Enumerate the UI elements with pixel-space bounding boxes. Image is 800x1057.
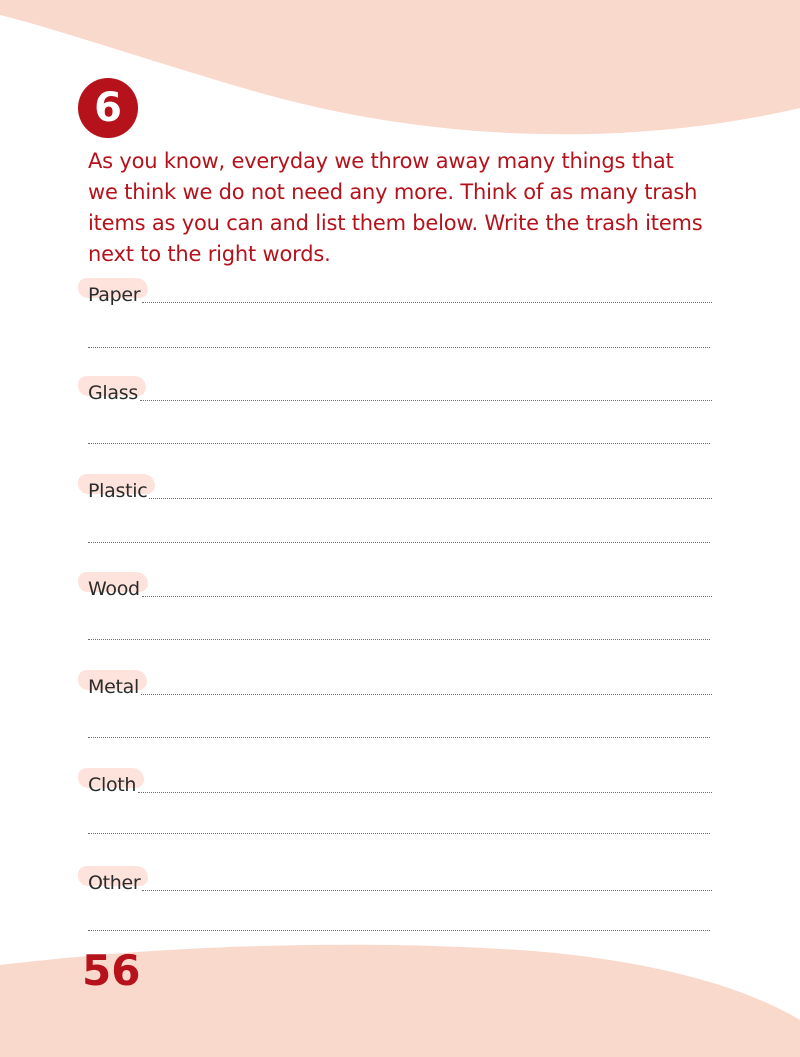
category-label-cloth: Cloth xyxy=(88,774,137,796)
answer-line-paper-2[interactable] xyxy=(88,347,710,348)
category-row-paper xyxy=(88,280,712,306)
category-label-paper: Paper xyxy=(88,284,141,306)
category-row-wood xyxy=(88,574,712,600)
category-row-other xyxy=(88,868,712,894)
instructions-line: we think we do not need any more. Think of as many trash xyxy=(88,180,698,204)
category-row-glass xyxy=(88,378,712,404)
category-label-wood: Wood xyxy=(88,578,140,600)
category-row-metal xyxy=(88,672,712,698)
category-label-wrap xyxy=(88,676,139,698)
activity-number: 6 xyxy=(94,85,122,131)
category-label-wrap xyxy=(88,382,138,404)
category-label-wrap xyxy=(88,284,140,306)
answer-line-other-2[interactable] xyxy=(88,930,710,931)
answer-line-plastic-2[interactable] xyxy=(88,542,710,543)
answer-line-cloth-2[interactable] xyxy=(88,833,710,834)
instructions-line: next to the right words. xyxy=(88,242,331,266)
category-row-plastic xyxy=(88,476,712,502)
category-label-other: Other xyxy=(88,872,141,894)
answer-line-wood-1[interactable] xyxy=(142,596,712,597)
answer-line-metal-1[interactable] xyxy=(141,694,712,695)
answer-line-glass-2[interactable] xyxy=(88,443,710,444)
answer-line-plastic-1[interactable] xyxy=(149,498,712,499)
category-label-plastic: Plastic xyxy=(88,480,148,502)
page-number: 56 xyxy=(82,946,141,995)
category-label-metal: Metal xyxy=(88,676,139,698)
category-label-wrap xyxy=(88,480,147,502)
answer-line-cloth-1[interactable] xyxy=(138,792,712,793)
answer-line-wood-2[interactable] xyxy=(88,639,710,640)
category-label-wrap xyxy=(88,774,136,796)
category-row-cloth xyxy=(88,770,712,796)
answer-line-glass-1[interactable] xyxy=(140,400,712,401)
answer-line-metal-2[interactable] xyxy=(88,737,710,738)
category-label-wrap xyxy=(88,578,140,600)
category-label-glass: Glass xyxy=(88,382,138,404)
instructions-line: As you know, everyday we throw away many things that xyxy=(88,149,674,173)
category-label-wrap xyxy=(88,872,140,894)
instructions-line: items as you can and list them below. Write the trash items xyxy=(88,211,703,235)
answer-line-other-1[interactable] xyxy=(142,890,712,891)
answer-line-paper-1[interactable] xyxy=(142,302,712,303)
